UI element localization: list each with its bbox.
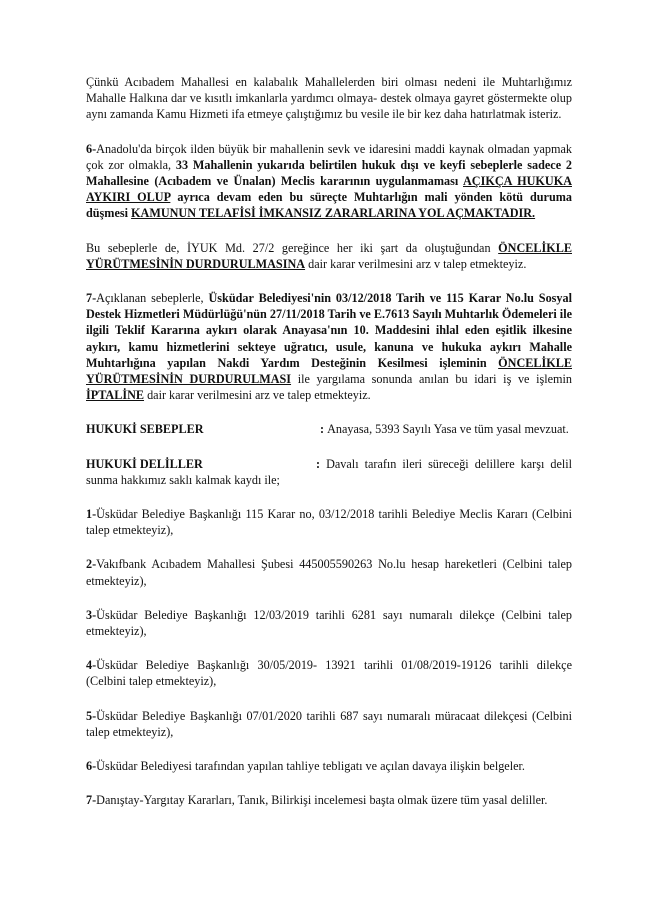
evidence-item: 6-Üsküdar Belediyesi tarafından yapılan tahliye tebligatı ve açılan davaya ilişkin belgeler. [86, 759, 525, 774]
item-number: 7- [86, 291, 97, 306]
evidence-item: 7-Danıştay-Yargıtay Kararları, Tanık, Bilirkişi incelemesi başta olmak üzere tüm yasal deliller. [86, 793, 548, 808]
hukuki-sebepler-label: HUKUKİ SEBEPLER [86, 422, 204, 437]
evidence-item: 2-Vakıfbank Acıbadem Mahallesi Şubesi 445005590263 No.lu hesap hareketleri (Celbini talep etmekteyiz), [86, 557, 572, 588]
evidence-item: 5-Üsküdar Belediye Başkanlığı 07/01/2020 tarihli 687 sayı numaralı müracaat dilekçesi (Celbini talep etmekteyiz), [86, 708, 572, 739]
evidence-item: 1-Üsküdar Belediye Başkanlığı 115 Karar no, 03/12/2018 tarihli Belediye Meclis Kararı (Celbini talep etmekteyiz), [86, 507, 572, 538]
paragraph-6: 6-Anadolu'da birçok ilden büyük bir mahallenin sevk ve idaresini maddi kaynak olmadan yapmak çok zor olmakla, 33 Mahallenin yukarıda belirtilen hukuk dışı ve keyfi sebeplerle sadece 2 Mahallesine (Acıbadem ve Ünalan) Meclis kararının uygulanmaması AÇIKÇA HUKUKA AYKIRI OLUP ayrıca devam eden bu süreçte Muhtarlığın mali yönden kötü duruma düşmesi KAMUNUN TELAFİSİ İMKANSIZ ZARARLARINA YOL AÇMAKTADIR. [86, 141, 573, 221]
paragraph-intro: Çünkü Acıbadem Mahallesi en kalabalık Mahallelerden biri olması nedeni ile Muhtarlığımız Mahalle Halkına dar ve kısıtlı imkanlarla yardımcı olmaya- destek olmaya gayret göstermekte olup aynı zamanda Kamu Hizmeti ifa etmeye çalıştığımız bu vesile ile bir kez daha hatırlatmak isteriz. [86, 75, 572, 122]
paragraph-iyuk: Bu sebeplerle de, İYUK Md. 27/2 gereğince her iki şart da oluştuğundan ÖNCELİKLE YÜRÜTMESİNİN DURDURULMASINA dair karar verilmesini arz v talep etmekteyiz. [86, 240, 572, 271]
hukuki-sebepler: HUKUKİ SEBEPLER : Anayasa, 5393 Sayılı Yasa ve tüm yasal mevzuat. [86, 422, 569, 437]
evidence-item: 3-Üsküdar Belediye Başkanlığı 12/03/2019 tarihli 6281 sayı numaralı dilekçe (Celbini talep etmekteyiz), [86, 607, 572, 639]
document-page [86, 74, 572, 809]
evidence-item: 4-Üsküdar Belediye Başkanlığı 30/05/2019- 13921 tarihli 01/08/2019-19126 tarihli dilekçe (Celbini talep etmekteyiz), [86, 658, 572, 689]
item-number: 6- [86, 141, 97, 156]
hukuki-deliller: HUKUKİ DELİLLER : Davalı tarafın ileri süreceği delillere karşı delil sunma hakkımız saklı kalmak kaydı ile; [86, 456, 573, 487]
hukuki-deliller-label: HUKUKİ DELİLLER [86, 456, 203, 471]
paragraph-7: 7-Açıklanan sebeplerle, Üsküdar Belediyesi'nin 03/12/2018 Tarih ve 115 Karar No.lu Sosyal Destek Hizmetleri Müdürlüğü'nün 27/11/2018 Tarih ve E.7613 Sayılı Muhtarlık Ödemeleri ile ilgili Teklif Kararına aykırı olarak Anayasa'nın 10. Maddesini ihlal eden eşitlik ilkesine aykırı, kamu hizmetlerini sekteye uğratıcı, usule, kanuna ve hukuka aykırı Mahalle Muhtarlığına yapılan Nakdi Yardım Desteğinin Kesilmesi işleminin ÖNCELİKLE YÜRÜTMESİNİN DURDURULMASI ile yargılama sonunda anılan bu idari iş ve işlemin İPTALİNE dair karar verilmesini arz ve talep etmekteyiz. [86, 291, 572, 403]
